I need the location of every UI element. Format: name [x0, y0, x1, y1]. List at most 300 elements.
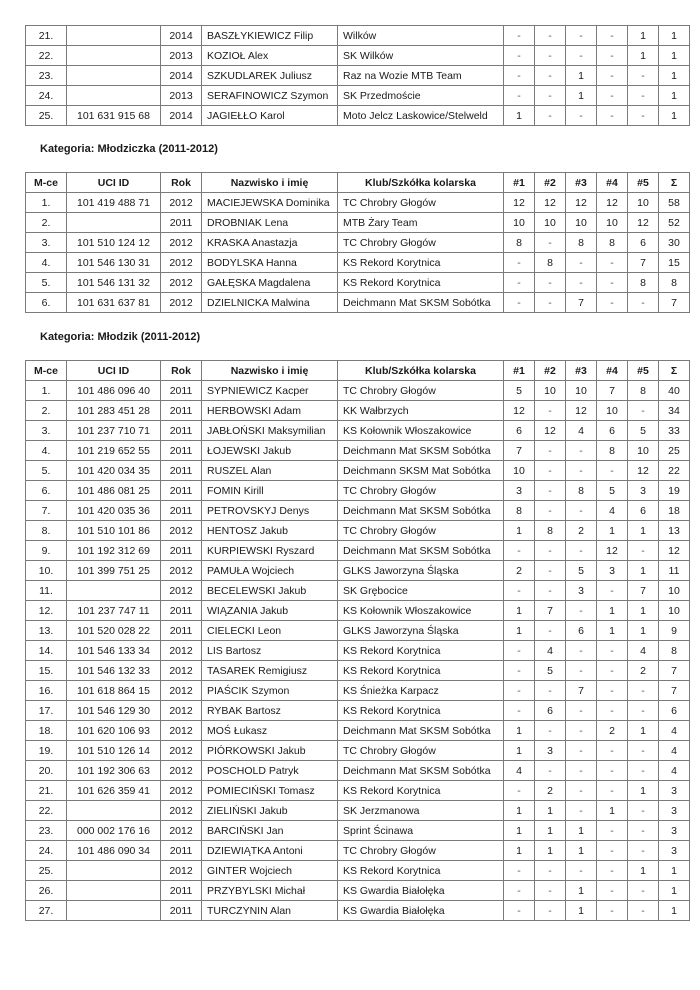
round-3-points: -	[566, 46, 597, 66]
round-1-points: 12	[504, 401, 535, 421]
header-uci-id: UCI ID	[67, 173, 161, 193]
rider-name-cell: MACIEJEWSKA Dominika	[202, 193, 338, 213]
total-points: 22	[659, 461, 690, 481]
round-2-points: -	[535, 761, 566, 781]
year-cell: 2014	[161, 26, 202, 46]
total-points: 9	[659, 621, 690, 641]
position-cell: 4.	[26, 441, 67, 461]
round-3-points: 6	[566, 621, 597, 641]
round-2-points: -	[535, 441, 566, 461]
table-row	[26, 541, 690, 561]
round-5-points: 1	[628, 601, 659, 621]
total-points: 1	[659, 106, 690, 126]
round-1-points: -	[504, 541, 535, 561]
position-cell: 20.	[26, 761, 67, 781]
club-cell: Deichmann Mat SKSM Sobótka	[338, 761, 504, 781]
round-2-points: -	[535, 273, 566, 293]
table-row	[26, 481, 690, 501]
round-5-points: 8	[628, 381, 659, 401]
round-5-points: -	[628, 681, 659, 701]
position-cell: 21.	[26, 781, 67, 801]
total-points: 33	[659, 421, 690, 441]
round-3-points: -	[566, 253, 597, 273]
round-1-points: -	[504, 881, 535, 901]
header-name: Nazwisko i imię	[202, 361, 338, 381]
round-5-points: 6	[628, 233, 659, 253]
round-2-points: -	[535, 861, 566, 881]
round-4-points: 1	[597, 801, 628, 821]
round-1-points: 2	[504, 561, 535, 581]
position-cell: 12.	[26, 601, 67, 621]
round-1-points: -	[504, 901, 535, 921]
club-cell: KS Rekord Korytnica	[338, 701, 504, 721]
club-cell: TC Chrobry Głogów	[338, 841, 504, 861]
round-2-points: -	[535, 461, 566, 481]
table-header-row	[26, 173, 690, 193]
round-3-points: 1	[566, 881, 597, 901]
header-round-1: #1	[504, 361, 535, 381]
round-4-points: -	[597, 661, 628, 681]
category-heading-mlodzik: Kategoria: Młodzik (2011-2012)	[40, 331, 201, 343]
rider-name-cell: RYBAK Bartosz	[202, 701, 338, 721]
position-cell: 19.	[26, 741, 67, 761]
round-5-points: 3	[628, 481, 659, 501]
club-cell: TC Chrobry Głogów	[338, 521, 504, 541]
header-total: Σ	[659, 173, 690, 193]
rider-name-cell: HERBOWSKI Adam	[202, 401, 338, 421]
uci-id-cell: 101 546 130 31	[67, 253, 161, 273]
year-cell: 2012	[161, 761, 202, 781]
round-1-points: -	[504, 701, 535, 721]
round-2-points: 12	[535, 193, 566, 213]
round-3-points: -	[566, 461, 597, 481]
year-cell: 2011	[161, 901, 202, 921]
uci-id-cell: 000 002 176 16	[67, 821, 161, 841]
total-points: 15	[659, 253, 690, 273]
round-5-points: -	[628, 541, 659, 561]
header-round-2: #2	[535, 361, 566, 381]
uci-id-cell: 101 419 488 71	[67, 193, 161, 213]
round-2-points: 6	[535, 701, 566, 721]
uci-id-cell	[67, 213, 161, 233]
round-4-points: -	[597, 641, 628, 661]
uci-id-cell	[67, 46, 161, 66]
rider-name-cell: WIĄZANIA Jakub	[202, 601, 338, 621]
round-5-points: 12	[628, 213, 659, 233]
club-cell: KS Gwardia Białołęka	[338, 881, 504, 901]
round-3-points: -	[566, 601, 597, 621]
position-cell: 4.	[26, 253, 67, 273]
round-2-points: 12	[535, 421, 566, 441]
round-2-points: -	[535, 681, 566, 701]
club-cell: Deichmann SKSM Mat Sobótka	[338, 461, 504, 481]
year-cell: 2012	[161, 233, 202, 253]
total-points: 34	[659, 401, 690, 421]
round-1-points: 1	[504, 841, 535, 861]
round-5-points: -	[628, 761, 659, 781]
uci-id-cell: 101 510 101 86	[67, 521, 161, 541]
position-cell: 24.	[26, 86, 67, 106]
round-1-points: 1	[504, 741, 535, 761]
round-1-points: 1	[504, 521, 535, 541]
round-1-points: 12	[504, 193, 535, 213]
round-1-points: 10	[504, 461, 535, 481]
table-row	[26, 273, 690, 293]
round-4-points: -	[597, 901, 628, 921]
round-1-points: -	[504, 661, 535, 681]
club-cell: SK Grębocice	[338, 581, 504, 601]
club-cell: TC Chrobry Głogów	[338, 193, 504, 213]
year-cell: 2012	[161, 741, 202, 761]
round-5-points: 1	[628, 26, 659, 46]
year-cell: 2012	[161, 821, 202, 841]
round-2-points: 7	[535, 601, 566, 621]
table-row	[26, 193, 690, 213]
club-cell: TC Chrobry Głogów	[338, 381, 504, 401]
round-1-points: -	[504, 861, 535, 881]
round-4-points: 1	[597, 621, 628, 641]
rider-name-cell: DZIELNICKA Malwina	[202, 293, 338, 313]
table-row	[26, 561, 690, 581]
round-4-points: 1	[597, 601, 628, 621]
round-1-points: -	[504, 66, 535, 86]
round-4-points: 12	[597, 193, 628, 213]
year-cell: 2012	[161, 681, 202, 701]
round-3-points: 7	[566, 293, 597, 313]
table-row	[26, 253, 690, 273]
round-4-points: -	[597, 581, 628, 601]
round-3-points: 1	[566, 821, 597, 841]
round-5-points: 8	[628, 273, 659, 293]
round-2-points: -	[535, 541, 566, 561]
uci-id-cell: 101 192 306 63	[67, 761, 161, 781]
header-club: Klub/Szkółka kolarska	[338, 173, 504, 193]
total-points: 1	[659, 901, 690, 921]
club-cell: Deichmann Mat SKSM Sobótka	[338, 441, 504, 461]
total-points: 10	[659, 581, 690, 601]
total-points: 10	[659, 601, 690, 621]
rider-name-cell: ZIELIŃSKI Jakub	[202, 801, 338, 821]
round-5-points: 4	[628, 641, 659, 661]
total-points: 7	[659, 661, 690, 681]
year-cell: 2012	[161, 861, 202, 881]
round-5-points: -	[628, 106, 659, 126]
round-4-points: -	[597, 46, 628, 66]
round-1-points: 5	[504, 381, 535, 401]
total-points: 3	[659, 821, 690, 841]
results-table-mlodziczka	[25, 172, 690, 313]
total-points: 6	[659, 701, 690, 721]
round-2-points: -	[535, 46, 566, 66]
year-cell: 2012	[161, 661, 202, 681]
uci-id-cell	[67, 86, 161, 106]
uci-id-cell: 101 219 652 55	[67, 441, 161, 461]
round-1-points: -	[504, 293, 535, 313]
round-4-points: -	[597, 701, 628, 721]
year-cell: 2011	[161, 541, 202, 561]
rider-name-cell: PRZYBYLSKI Michał	[202, 881, 338, 901]
position-cell: 6.	[26, 481, 67, 501]
round-1-points: -	[504, 681, 535, 701]
year-cell: 2012	[161, 521, 202, 541]
round-5-points: 1	[628, 721, 659, 741]
uci-id-cell: 101 192 312 69	[67, 541, 161, 561]
position-cell: 24.	[26, 841, 67, 861]
round-1-points: -	[504, 26, 535, 46]
header-round-5: #5	[628, 173, 659, 193]
round-3-points: 12	[566, 193, 597, 213]
uci-id-cell: 101 420 034 35	[67, 461, 161, 481]
year-cell: 2011	[161, 381, 202, 401]
club-cell: Raz na Wozie MTB Team	[338, 66, 504, 86]
uci-id-cell	[67, 66, 161, 86]
round-4-points: -	[597, 881, 628, 901]
round-4-points: -	[597, 821, 628, 841]
round-4-points: -	[597, 761, 628, 781]
round-5-points: 12	[628, 461, 659, 481]
round-5-points: 7	[628, 253, 659, 273]
uci-id-cell: 101 631 915 68	[67, 106, 161, 126]
uci-id-cell: 101 618 864 15	[67, 681, 161, 701]
rider-name-cell: HENTOSZ Jakub	[202, 521, 338, 541]
table-row	[26, 821, 690, 841]
rider-name-cell: DZIEWIĄTKA Antoni	[202, 841, 338, 861]
round-3-points: 5	[566, 561, 597, 581]
round-4-points: -	[597, 681, 628, 701]
club-cell: Deichmann Mat SKSM Sobótka	[338, 293, 504, 313]
table-row	[26, 233, 690, 253]
round-1-points: 3	[504, 481, 535, 501]
rider-name-cell: RUSZEL Alan	[202, 461, 338, 481]
table-row	[26, 801, 690, 821]
uci-id-cell: 101 546 133 34	[67, 641, 161, 661]
table-row	[26, 621, 690, 641]
total-points: 4	[659, 741, 690, 761]
round-3-points: 1	[566, 86, 597, 106]
club-cell: GLKS Jaworzyna Śląska	[338, 621, 504, 641]
round-5-points: -	[628, 401, 659, 421]
year-cell: 2012	[161, 561, 202, 581]
round-3-points: -	[566, 501, 597, 521]
round-4-points: 6	[597, 421, 628, 441]
table-row	[26, 501, 690, 521]
round-4-points: -	[597, 26, 628, 46]
uci-id-cell: 101 546 132 33	[67, 661, 161, 681]
rider-name-cell: BECELEWSKI Jakub	[202, 581, 338, 601]
club-cell: SK Przedmoście	[338, 86, 504, 106]
position-cell: 13.	[26, 621, 67, 641]
total-points: 8	[659, 641, 690, 661]
round-1-points: -	[504, 581, 535, 601]
round-3-points: -	[566, 273, 597, 293]
club-cell: SK Wilków	[338, 46, 504, 66]
club-cell: KS Rekord Korytnica	[338, 273, 504, 293]
total-points: 52	[659, 213, 690, 233]
round-3-points: -	[566, 541, 597, 561]
round-5-points: 7	[628, 581, 659, 601]
position-cell: 21.	[26, 26, 67, 46]
rider-name-cell: BASZŁYKIEWICZ Filip	[202, 26, 338, 46]
round-4-points: -	[597, 106, 628, 126]
total-points: 7	[659, 681, 690, 701]
round-3-points: 8	[566, 233, 597, 253]
round-4-points: 1	[597, 521, 628, 541]
table-row	[26, 86, 690, 106]
rider-name-cell: ŁOJEWSKI Jakub	[202, 441, 338, 461]
round-3-points: -	[566, 641, 597, 661]
round-2-points: 4	[535, 641, 566, 661]
round-2-points: -	[535, 233, 566, 253]
club-cell: KS Kołownik Włoszakowice	[338, 421, 504, 441]
rider-name-cell: POSCHOLD Patryk	[202, 761, 338, 781]
year-cell: 2012	[161, 581, 202, 601]
club-cell: KS Śnieżka Karpacz	[338, 681, 504, 701]
rider-name-cell: SYPNIEWICZ Kacper	[202, 381, 338, 401]
year-cell: 2011	[161, 421, 202, 441]
uci-id-cell	[67, 901, 161, 921]
round-2-points: -	[535, 621, 566, 641]
uci-id-cell: 101 237 747 11	[67, 601, 161, 621]
round-5-points: -	[628, 293, 659, 313]
year-cell: 2012	[161, 253, 202, 273]
round-5-points: 6	[628, 501, 659, 521]
total-points: 8	[659, 273, 690, 293]
position-cell: 25.	[26, 861, 67, 881]
position-cell: 2.	[26, 213, 67, 233]
table-row	[26, 721, 690, 741]
uci-id-cell: 101 626 359 41	[67, 781, 161, 801]
rider-name-cell: SERAFINOWICZ Szymon	[202, 86, 338, 106]
round-3-points: -	[566, 661, 597, 681]
rider-name-cell: BARCIŃSKI Jan	[202, 821, 338, 841]
round-2-points: 8	[535, 521, 566, 541]
round-4-points: -	[597, 253, 628, 273]
round-5-points: -	[628, 801, 659, 821]
club-cell: TC Chrobry Głogów	[338, 741, 504, 761]
rider-name-cell: BODYLSKA Hanna	[202, 253, 338, 273]
total-points: 1	[659, 66, 690, 86]
header-round-5: #5	[628, 361, 659, 381]
table-row	[26, 701, 690, 721]
club-cell: KS Rekord Korytnica	[338, 781, 504, 801]
round-2-points: -	[535, 106, 566, 126]
table-header-row	[26, 361, 690, 381]
round-3-points: 1	[566, 66, 597, 86]
round-1-points: -	[504, 253, 535, 273]
round-5-points: 1	[628, 781, 659, 801]
uci-id-cell: 101 420 035 36	[67, 501, 161, 521]
header-name: Nazwisko i imię	[202, 173, 338, 193]
round-4-points: 7	[597, 381, 628, 401]
position-cell: 9.	[26, 541, 67, 561]
position-cell: 5.	[26, 273, 67, 293]
round-1-points: 1	[504, 801, 535, 821]
round-2-points: -	[535, 26, 566, 46]
round-3-points: -	[566, 26, 597, 46]
header-round-3: #3	[566, 361, 597, 381]
position-cell: 1.	[26, 381, 67, 401]
round-2-points: -	[535, 481, 566, 501]
table-row	[26, 641, 690, 661]
year-cell: 2011	[161, 441, 202, 461]
table-row	[26, 421, 690, 441]
rider-name-cell: SZKUDLAREK Juliusz	[202, 66, 338, 86]
rider-name-cell: GAŁĘSKA Magdalena	[202, 273, 338, 293]
rider-name-cell: TASAREK Remigiusz	[202, 661, 338, 681]
table-row	[26, 293, 690, 313]
round-2-points: -	[535, 561, 566, 581]
table-row	[26, 106, 690, 126]
uci-id-cell: 101 546 129 30	[67, 701, 161, 721]
uci-id-cell: 101 620 106 93	[67, 721, 161, 741]
round-4-points: -	[597, 86, 628, 106]
round-2-points: 1	[535, 821, 566, 841]
round-3-points: 8	[566, 481, 597, 501]
header-year: Rok	[161, 173, 202, 193]
club-cell: TC Chrobry Głogów	[338, 481, 504, 501]
header-round-2: #2	[535, 173, 566, 193]
club-cell: KS Rekord Korytnica	[338, 861, 504, 881]
header-uci-id: UCI ID	[67, 361, 161, 381]
round-4-points: 8	[597, 441, 628, 461]
round-1-points: -	[504, 86, 535, 106]
total-points: 12	[659, 541, 690, 561]
results-table-mlodzik	[25, 360, 690, 921]
round-2-points: 2	[535, 781, 566, 801]
round-4-points: -	[597, 781, 628, 801]
uci-id-cell: 101 486 081 25	[67, 481, 161, 501]
round-1-points: -	[504, 46, 535, 66]
table-row	[26, 901, 690, 921]
club-cell: Sprint Ścinawa	[338, 821, 504, 841]
table-row	[26, 761, 690, 781]
uci-id-cell: 101 631 637 81	[67, 293, 161, 313]
year-cell: 2013	[161, 86, 202, 106]
round-5-points: -	[628, 741, 659, 761]
header-club: Klub/Szkółka kolarska	[338, 361, 504, 381]
table-row	[26, 861, 690, 881]
year-cell: 2011	[161, 213, 202, 233]
round-3-points: -	[566, 106, 597, 126]
round-4-points: 5	[597, 481, 628, 501]
uci-id-cell	[67, 861, 161, 881]
year-cell: 2012	[161, 801, 202, 821]
results-table-continued	[25, 25, 690, 126]
round-1-points: 1	[504, 621, 535, 641]
total-points: 11	[659, 561, 690, 581]
rider-name-cell: KOZIOŁ Alex	[202, 46, 338, 66]
rider-name-cell: PIÓRKOWSKI Jakub	[202, 741, 338, 761]
round-1-points: 1	[504, 106, 535, 126]
header-position: M-ce	[26, 173, 67, 193]
year-cell: 2012	[161, 721, 202, 741]
round-2-points: 1	[535, 841, 566, 861]
year-cell: 2011	[161, 881, 202, 901]
round-2-points: -	[535, 581, 566, 601]
round-4-points: 4	[597, 501, 628, 521]
total-points: 7	[659, 293, 690, 313]
round-1-points: -	[504, 273, 535, 293]
uci-id-cell: 101 486 096 40	[67, 381, 161, 401]
club-cell: Deichmann Mat SKSM Sobótka	[338, 541, 504, 561]
round-2-points: -	[535, 901, 566, 921]
table-row	[26, 601, 690, 621]
table-row	[26, 661, 690, 681]
round-4-points: -	[597, 461, 628, 481]
round-4-points: -	[597, 66, 628, 86]
table-row	[26, 881, 690, 901]
position-cell: 11.	[26, 581, 67, 601]
